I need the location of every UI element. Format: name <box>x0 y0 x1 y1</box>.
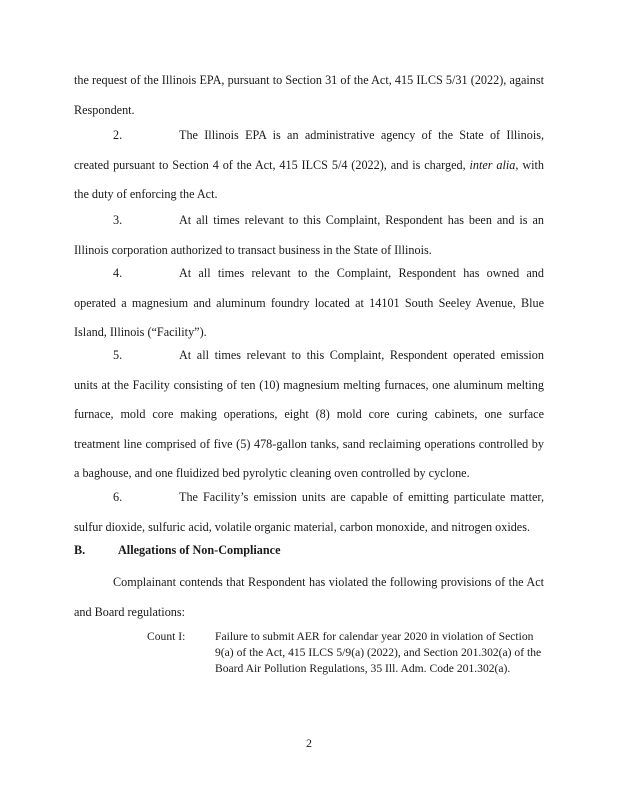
paragraph-1-line-1: the request of the Illinois EPA, pursuant to Section 31 of the Act, 415 ILCS 5/31 (2022), against <box>74 73 544 87</box>
paragraph-7-text: Complainant contends that Respondent has violated the following provisions of the Act and Board regulations: <box>74 575 544 619</box>
paragraph-4-text: At all times relevant to the Complaint, Respondent has owned and operated a magnesium and aluminum foundry located at 14101 South Seeley Avenue, Blue Island, Illinois (“Facility”). <box>74 266 544 339</box>
paragraph-5 <box>74 341 544 489</box>
paragraph-5-number: 5. <box>113 348 123 362</box>
paragraph-3-number: 3. <box>113 213 123 227</box>
count-1-text: Failure to submit AER for calendar year 2020 in violation of Section 9(a) of the Act, 415 ILCS 5/9(a) (2022), and Section 201.302(a) of the Board Air Pollution Regulations, 35 Ill. Adm. Code 201.302(a). <box>215 630 542 675</box>
paragraph-2-text-b: with the duty of enforcing the Act. <box>74 157 545 201</box>
paragraph-1-line-2: Respondent. <box>74 102 135 117</box>
page-number: 2 <box>306 736 312 750</box>
section-letter: B. <box>74 543 86 557</box>
paragraph-6-number: 6. <box>113 490 123 504</box>
paragraph-7 <box>74 568 544 627</box>
paragraph-2-text-a: The Illinois EPA is an administrative agency of the State of Illinois, created pursuant to Section 4 of the Act, 415 ILCS 5/4 (2022), and is charged, <box>74 128 544 172</box>
paragraph-3-text: At all times relevant to this Complaint, Respondent has been and is an Illinois corporation authorized to transact business in the State of Illinois. <box>74 213 544 257</box>
paragraph-2-number: 2. <box>113 128 123 142</box>
paragraph-2 <box>74 121 544 210</box>
paragraph-6-text: The Facility’s emission units are capable of emitting particulate matter, sulfur dioxide, sulfuric acid, volatile organic material, carbon monoxide, and nitrogen oxides. <box>74 490 544 534</box>
paragraph-4 <box>74 259 544 348</box>
count-1-label: Count I: <box>147 630 186 643</box>
paragraph-2-italic: inter alia, <box>469 157 519 172</box>
paragraph-5-text: At all times relevant to this Complaint, Respondent operated emission units at the Facility consisting of ten (10) magnesium melting furnaces, one aluminum melting furnace, mold core making operations, eight (8) mold core curing cabinets, one surface treatment line comprised of five (5) 478-gallon tanks, sand reclaiming operations controlled by a baghouse, and one fluidized bed pyrolytic cleaning oven controlled by cyclone. <box>74 348 544 480</box>
paragraph-4-number: 4. <box>113 266 123 280</box>
paragraph-1-continuation <box>74 66 544 125</box>
paragraph-6 <box>74 483 544 542</box>
section-title: Allegations of Non-Compliance <box>118 543 281 557</box>
paragraph-3 <box>74 206 544 265</box>
section-heading <box>74 540 281 560</box>
